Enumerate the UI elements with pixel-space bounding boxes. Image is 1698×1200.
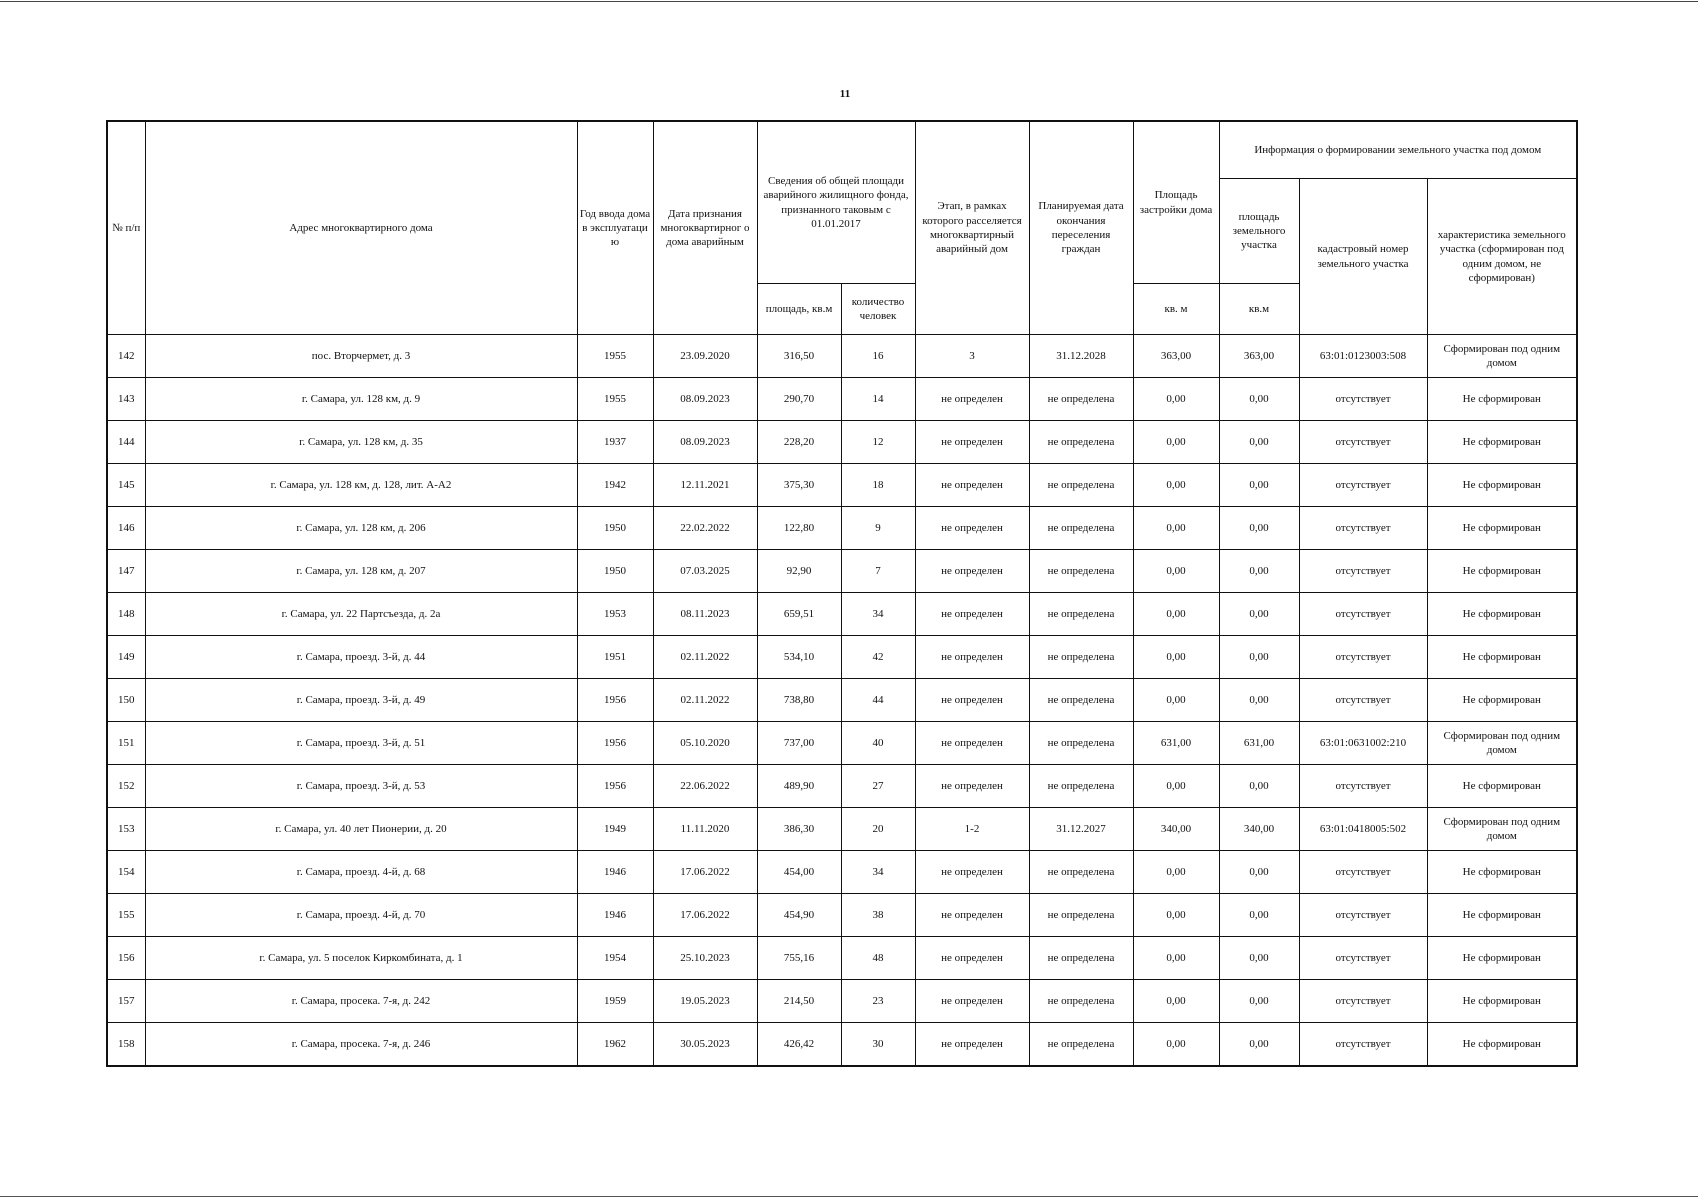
- cell-land-area: 0,00: [1219, 636, 1299, 679]
- cell-address: г. Самара, проезд. 3-й, д. 44: [145, 636, 577, 679]
- cell-people: 14: [841, 378, 915, 421]
- bottom-rule: [0, 1196, 1698, 1197]
- cell-num: 153: [107, 808, 145, 851]
- table-row: [107, 980, 1577, 1023]
- cell-land-area: 340,00: [1219, 808, 1299, 851]
- cell-planned-end: не определена: [1029, 636, 1133, 679]
- cell-num: 158: [107, 1023, 145, 1067]
- cell-cadastral: 63:01:0123003:508: [1299, 335, 1427, 378]
- header-year: Год ввода дома в эксплуатаци ю: [577, 121, 653, 335]
- cell-land-area: 0,00: [1219, 1023, 1299, 1067]
- cell-address: г. Самара, ул. 5 поселок Киркомбината, д. 1: [145, 937, 577, 980]
- cell-area: 92,90: [757, 550, 841, 593]
- cell-land-area: 0,00: [1219, 378, 1299, 421]
- cell-stage: не определен: [915, 765, 1029, 808]
- cell-year: 1956: [577, 765, 653, 808]
- cell-land-char: Не сформирован: [1427, 636, 1577, 679]
- cell-people: 7: [841, 550, 915, 593]
- cell-planned-end: 31.12.2028: [1029, 335, 1133, 378]
- cell-area: 316,50: [757, 335, 841, 378]
- table-row: [107, 808, 1577, 851]
- cell-people: 27: [841, 765, 915, 808]
- cell-people: 48: [841, 937, 915, 980]
- table-row: [107, 851, 1577, 894]
- cell-planned-end: не определена: [1029, 679, 1133, 722]
- table-row: [107, 679, 1577, 722]
- header-area-sub: площадь, кв.м: [757, 284, 841, 335]
- cell-building-area: 0,00: [1133, 679, 1219, 722]
- cell-people: 23: [841, 980, 915, 1023]
- cell-stage: не определен: [915, 937, 1029, 980]
- cell-stage: не определен: [915, 464, 1029, 507]
- cell-stage: 3: [915, 335, 1029, 378]
- cell-land-area: 0,00: [1219, 894, 1299, 937]
- cell-area: 738,80: [757, 679, 841, 722]
- cell-date-recognized: 08.11.2023: [653, 593, 757, 636]
- cell-cadastral: отсутствует: [1299, 1023, 1427, 1067]
- cell-year: 1942: [577, 464, 653, 507]
- header-planned-end: Планируемая дата окончания переселения граждан: [1029, 121, 1133, 335]
- cell-land-char: Не сформирован: [1427, 464, 1577, 507]
- cell-num: 148: [107, 593, 145, 636]
- cell-num: 154: [107, 851, 145, 894]
- cell-address: пос. Вторчермет, д. 3: [145, 335, 577, 378]
- cell-address: г. Самара, проезд. 3-й, д. 53: [145, 765, 577, 808]
- cell-date-recognized: 11.11.2020: [653, 808, 757, 851]
- cell-area: 454,00: [757, 851, 841, 894]
- cell-building-area: 340,00: [1133, 808, 1219, 851]
- cell-stage: не определен: [915, 507, 1029, 550]
- cell-land-area: 0,00: [1219, 679, 1299, 722]
- cell-area: 426,42: [757, 1023, 841, 1067]
- cell-area: 489,90: [757, 765, 841, 808]
- header-land-group: Информация о формировании земельного участка под домом: [1219, 121, 1577, 179]
- cell-people: 30: [841, 1023, 915, 1067]
- housing-registry-table: [106, 120, 1578, 1067]
- cell-land-char: Не сформирован: [1427, 507, 1577, 550]
- cell-cadastral: отсутствует: [1299, 464, 1427, 507]
- table-row: [107, 765, 1577, 808]
- cell-land-char: Сформирован под одним домом: [1427, 335, 1577, 378]
- cell-address: г. Самара, ул. 128 км, д. 128, лит. А-А2: [145, 464, 577, 507]
- table-row: [107, 550, 1577, 593]
- table-row: [107, 722, 1577, 765]
- cell-stage: не определен: [915, 894, 1029, 937]
- cell-year: 1946: [577, 851, 653, 894]
- header-people-sub: количество человек: [841, 284, 915, 335]
- cell-year: 1937: [577, 421, 653, 464]
- cell-cadastral: 63:01:0418005:502: [1299, 808, 1427, 851]
- cell-land-char: Не сформирован: [1427, 378, 1577, 421]
- table-row: [107, 378, 1577, 421]
- cell-planned-end: не определена: [1029, 593, 1133, 636]
- cell-date-recognized: 12.11.2021: [653, 464, 757, 507]
- cell-building-area: 0,00: [1133, 507, 1219, 550]
- header-building-area: Площадь застройки дома: [1133, 121, 1219, 284]
- cell-planned-end: не определена: [1029, 550, 1133, 593]
- cell-year: 1951: [577, 636, 653, 679]
- cell-land-area: 0,00: [1219, 851, 1299, 894]
- cell-stage: не определен: [915, 1023, 1029, 1067]
- table-row: [107, 894, 1577, 937]
- cell-address: г. Самара, ул. 40 лет Пионерии, д. 20: [145, 808, 577, 851]
- cell-date-recognized: 02.11.2022: [653, 679, 757, 722]
- cell-building-area: 0,00: [1133, 765, 1219, 808]
- cell-date-recognized: 08.09.2023: [653, 378, 757, 421]
- cell-land-char: Не сформирован: [1427, 421, 1577, 464]
- cell-people: 34: [841, 851, 915, 894]
- cell-address: г. Самара, ул. 128 км, д. 207: [145, 550, 577, 593]
- cell-stage: не определен: [915, 421, 1029, 464]
- cell-land-area: 0,00: [1219, 507, 1299, 550]
- header-cadastral: кадастровый номер земельного участка: [1299, 179, 1427, 335]
- cell-num: 155: [107, 894, 145, 937]
- cell-building-area: 363,00: [1133, 335, 1219, 378]
- cell-planned-end: не определена: [1029, 980, 1133, 1023]
- cell-num: 142: [107, 335, 145, 378]
- header-num: № п/п: [107, 121, 145, 335]
- cell-date-recognized: 07.03.2025: [653, 550, 757, 593]
- cell-building-area: 0,00: [1133, 636, 1219, 679]
- cell-num: 144: [107, 421, 145, 464]
- cell-stage: не определен: [915, 722, 1029, 765]
- cell-planned-end: не определена: [1029, 421, 1133, 464]
- cell-area: 534,10: [757, 636, 841, 679]
- cell-planned-end: не определена: [1029, 894, 1133, 937]
- cell-building-area: 0,00: [1133, 593, 1219, 636]
- cell-year: 1956: [577, 679, 653, 722]
- cell-cadastral: отсутствует: [1299, 507, 1427, 550]
- table-row: [107, 593, 1577, 636]
- cell-building-area: 0,00: [1133, 851, 1219, 894]
- cell-address: г. Самара, проезд. 4-й, д. 68: [145, 851, 577, 894]
- cell-land-area: 0,00: [1219, 550, 1299, 593]
- cell-building-area: 0,00: [1133, 894, 1219, 937]
- table-row: [107, 464, 1577, 507]
- header-date-recognized: Дата признания многоквартирног о дома аварийным: [653, 121, 757, 335]
- cell-address: г. Самара, проезд. 4-й, д. 70: [145, 894, 577, 937]
- cell-land-char: Не сформирован: [1427, 679, 1577, 722]
- cell-cadastral: отсутствует: [1299, 851, 1427, 894]
- cell-cadastral: 63:01:0631002:210: [1299, 722, 1427, 765]
- cell-area: 290,70: [757, 378, 841, 421]
- cell-stage: не определен: [915, 851, 1029, 894]
- cell-date-recognized: 05.10.2020: [653, 722, 757, 765]
- cell-land-char: Не сформирован: [1427, 937, 1577, 980]
- cell-year: 1946: [577, 894, 653, 937]
- cell-area: 659,51: [757, 593, 841, 636]
- cell-planned-end: не определена: [1029, 378, 1133, 421]
- cell-cadastral: отсутствует: [1299, 550, 1427, 593]
- cell-num: 149: [107, 636, 145, 679]
- cell-year: 1949: [577, 808, 653, 851]
- cell-stage: не определен: [915, 378, 1029, 421]
- cell-land-char: Не сформирован: [1427, 765, 1577, 808]
- cell-date-recognized: 19.05.2023: [653, 980, 757, 1023]
- table-row: [107, 335, 1577, 378]
- table-row: [107, 507, 1577, 550]
- table-row: [107, 421, 1577, 464]
- cell-date-recognized: 02.11.2022: [653, 636, 757, 679]
- cell-address: г. Самара, ул. 128 км, д. 35: [145, 421, 577, 464]
- cell-land-area: 363,00: [1219, 335, 1299, 378]
- cell-land-char: Не сформирован: [1427, 980, 1577, 1023]
- cell-building-area: 0,00: [1133, 421, 1219, 464]
- cell-year: 1953: [577, 593, 653, 636]
- cell-cadastral: отсутствует: [1299, 765, 1427, 808]
- cell-land-char: Сформирован под одним домом: [1427, 722, 1577, 765]
- cell-building-area: 0,00: [1133, 550, 1219, 593]
- page-number: 11: [839, 88, 851, 100]
- cell-year: 1950: [577, 550, 653, 593]
- cell-year: 1956: [577, 722, 653, 765]
- cell-planned-end: не определена: [1029, 722, 1133, 765]
- cell-people: 9: [841, 507, 915, 550]
- header-stage: Этап, в рамках которого расселяется многоквартирный аварийный дом: [915, 121, 1029, 335]
- cell-year: 1950: [577, 507, 653, 550]
- cell-land-area: 0,00: [1219, 765, 1299, 808]
- table-row: [107, 1023, 1577, 1067]
- cell-land-area: 0,00: [1219, 421, 1299, 464]
- cell-planned-end: не определена: [1029, 851, 1133, 894]
- cell-people: 40: [841, 722, 915, 765]
- cell-num: 152: [107, 765, 145, 808]
- header-address: Адрес многоквартирного дома: [145, 121, 577, 335]
- cell-people: 16: [841, 335, 915, 378]
- cell-stage: не определен: [915, 636, 1029, 679]
- cell-year: 1954: [577, 937, 653, 980]
- cell-num: 147: [107, 550, 145, 593]
- cell-building-area: 631,00: [1133, 722, 1219, 765]
- cell-area: 214,50: [757, 980, 841, 1023]
- cell-address: г. Самара, проезд. 3-й, д. 49: [145, 679, 577, 722]
- cell-area: 122,80: [757, 507, 841, 550]
- cell-planned-end: не определена: [1029, 464, 1133, 507]
- cell-num: 146: [107, 507, 145, 550]
- cell-address: г. Самара, ул. 22 Партсъезда, д. 2а: [145, 593, 577, 636]
- cell-planned-end: не определена: [1029, 507, 1133, 550]
- cell-land-char: Не сформирован: [1427, 550, 1577, 593]
- cell-stage: не определен: [915, 980, 1029, 1023]
- cell-cadastral: отсутствует: [1299, 593, 1427, 636]
- cell-address: г. Самара, проезд. 3-й, д. 51: [145, 722, 577, 765]
- header-unit-land: кв.м: [1219, 284, 1299, 335]
- cell-year: 1959: [577, 980, 653, 1023]
- cell-cadastral: отсутствует: [1299, 894, 1427, 937]
- cell-cadastral: отсутствует: [1299, 378, 1427, 421]
- cell-address: г. Самара, ул. 128 км, д. 9: [145, 378, 577, 421]
- cell-num: 156: [107, 937, 145, 980]
- cell-planned-end: не определена: [1029, 1023, 1133, 1067]
- cell-building-area: 0,00: [1133, 980, 1219, 1023]
- cell-area: 755,16: [757, 937, 841, 980]
- cell-area: 454,90: [757, 894, 841, 937]
- cell-cadastral: отсутствует: [1299, 980, 1427, 1023]
- cell-people: 42: [841, 636, 915, 679]
- cell-num: 150: [107, 679, 145, 722]
- cell-people: 38: [841, 894, 915, 937]
- cell-building-area: 0,00: [1133, 378, 1219, 421]
- cell-land-area: 0,00: [1219, 980, 1299, 1023]
- cell-land-area: 0,00: [1219, 464, 1299, 507]
- cell-area: 737,00: [757, 722, 841, 765]
- cell-stage: 1-2: [915, 808, 1029, 851]
- table-row: [107, 937, 1577, 980]
- cell-people: 12: [841, 421, 915, 464]
- cell-cadastral: отсутствует: [1299, 421, 1427, 464]
- cell-date-recognized: 25.10.2023: [653, 937, 757, 980]
- cell-building-area: 0,00: [1133, 464, 1219, 507]
- cell-date-recognized: 08.09.2023: [653, 421, 757, 464]
- cell-year: 1955: [577, 378, 653, 421]
- cell-land-char: Не сформирован: [1427, 894, 1577, 937]
- cell-address: г. Самара, ул. 128 км, д. 206: [145, 507, 577, 550]
- cell-num: 151: [107, 722, 145, 765]
- cell-people: 34: [841, 593, 915, 636]
- cell-date-recognized: 23.09.2020: [653, 335, 757, 378]
- header-land-area: площадь земельного участка: [1219, 179, 1299, 284]
- cell-stage: не определен: [915, 679, 1029, 722]
- cell-address: г. Самара, просека. 7-я, д. 246: [145, 1023, 577, 1067]
- header-unit-building: кв. м: [1133, 284, 1219, 335]
- cell-land-area: 0,00: [1219, 593, 1299, 636]
- cell-area: 228,20: [757, 421, 841, 464]
- cell-address: г. Самара, просека. 7-я, д. 242: [145, 980, 577, 1023]
- cell-cadastral: отсутствует: [1299, 636, 1427, 679]
- cell-people: 44: [841, 679, 915, 722]
- cell-date-recognized: 17.06.2022: [653, 894, 757, 937]
- cell-year: 1962: [577, 1023, 653, 1067]
- table-row: [107, 636, 1577, 679]
- cell-num: 143: [107, 378, 145, 421]
- cell-date-recognized: 17.06.2022: [653, 851, 757, 894]
- cell-people: 20: [841, 808, 915, 851]
- cell-date-recognized: 22.02.2022: [653, 507, 757, 550]
- cell-land-char: Не сформирован: [1427, 593, 1577, 636]
- cell-num: 157: [107, 980, 145, 1023]
- cell-land-char: Сформирован под одним домом: [1427, 808, 1577, 851]
- cell-land-char: Не сформирован: [1427, 851, 1577, 894]
- top-rule: [0, 1, 1698, 2]
- cell-planned-end: не определена: [1029, 937, 1133, 980]
- cell-cadastral: отсутствует: [1299, 937, 1427, 980]
- cell-area: 375,30: [757, 464, 841, 507]
- cell-year: 1955: [577, 335, 653, 378]
- cell-cadastral: отсутствует: [1299, 679, 1427, 722]
- cell-date-recognized: 22.06.2022: [653, 765, 757, 808]
- header-area-group: Сведения об общей площади аварийного жилищного фонда, признанного таковым с 01.01.2017: [757, 121, 915, 284]
- cell-people: 18: [841, 464, 915, 507]
- cell-num: 145: [107, 464, 145, 507]
- cell-land-area: 0,00: [1219, 937, 1299, 980]
- cell-planned-end: не определена: [1029, 765, 1133, 808]
- cell-stage: не определен: [915, 550, 1029, 593]
- cell-building-area: 0,00: [1133, 937, 1219, 980]
- cell-building-area: 0,00: [1133, 1023, 1219, 1067]
- cell-land-char: Не сформирован: [1427, 1023, 1577, 1067]
- header-land-char: характеристика земельного участка (сформирован под одним домом, не сформирован): [1427, 179, 1577, 335]
- cell-planned-end: 31.12.2027: [1029, 808, 1133, 851]
- cell-area: 386,30: [757, 808, 841, 851]
- cell-stage: не определен: [915, 593, 1029, 636]
- table-body: [107, 335, 1577, 1067]
- cell-date-recognized: 30.05.2023: [653, 1023, 757, 1067]
- cell-land-area: 631,00: [1219, 722, 1299, 765]
